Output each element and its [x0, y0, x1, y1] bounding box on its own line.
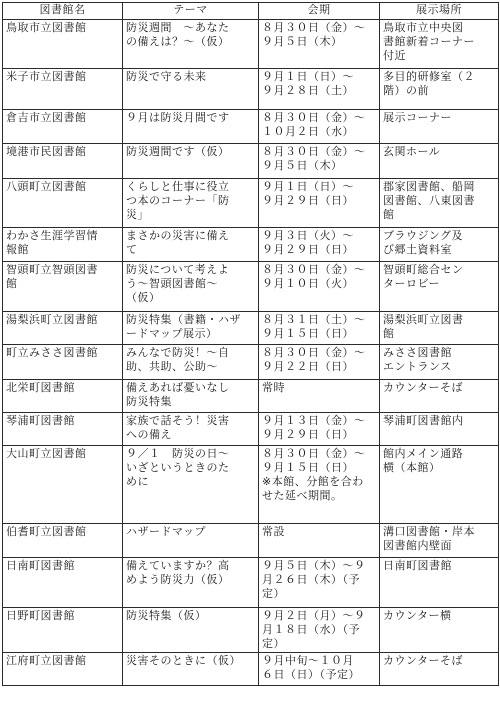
cell-text-line: 八頭町立図書館: [6, 180, 87, 193]
table-row: [3, 20, 499, 69]
cell-period: [259, 446, 380, 524]
cell-text-line: エントランス: [383, 360, 452, 373]
cell-period: [259, 69, 380, 110]
cell-place: [380, 312, 499, 345]
cell-text-line: 琴浦町図書館内: [383, 414, 464, 427]
cell-text-line: 定）: [262, 637, 285, 650]
cell-text-line: 鳥取市立中央図: [383, 21, 464, 34]
cell-text-line: ９月５日（木）: [262, 159, 343, 172]
cell-text-line: ードマップ展示）: [126, 327, 218, 340]
cell-text-line: う～智頭図書館～: [126, 277, 218, 290]
cell-library: [3, 262, 123, 312]
cell-text-line: 館内メイン通路: [383, 447, 464, 460]
cell-period: [259, 558, 380, 608]
cell-period: [259, 110, 380, 144]
cell-place: [380, 413, 499, 446]
cell-text-line: ９月１日（日）～: [262, 70, 354, 83]
cell-text-line: 防災について考えよ: [126, 263, 230, 276]
cell-text-line: ９月３日（火）～: [262, 229, 354, 242]
cell-text-line: 横（本館）: [383, 461, 441, 474]
cell-text-line: 湯梨浜町立図書: [383, 313, 464, 326]
table-row: [3, 558, 499, 608]
cell-text-line: ９月１５日（日）: [262, 327, 354, 340]
table-row: [3, 144, 499, 179]
table-row: [3, 446, 499, 524]
cell-text-line: 防災特集（書籍・ハザ: [126, 313, 241, 326]
cell-text-line: ９月５日（木）: [262, 35, 343, 48]
cell-text-line: 防災特集: [126, 395, 172, 408]
cell-library: [3, 653, 123, 686]
cell-theme: [123, 524, 259, 558]
cell-text-line: 防災で守る未来: [126, 70, 207, 83]
table-row: [3, 110, 499, 144]
cell-text-line: くらしと仕事に役立: [126, 180, 230, 193]
header-period: 会期: [259, 3, 380, 20]
cell-library: [3, 20, 123, 69]
cell-theme: [123, 228, 259, 262]
cell-text-line: 館: [383, 208, 395, 221]
cell-text-line: ９月２日（月）～９: [262, 609, 366, 622]
cell-text-line: 月２６日（木）（予: [262, 573, 360, 586]
cell-text-line: 米子市立図書館: [6, 70, 87, 83]
cell-theme: [123, 345, 259, 380]
cell-theme: [123, 446, 259, 524]
cell-theme: [123, 558, 259, 608]
cell-text-line: 定）: [262, 587, 285, 600]
cell-text-line: 書館新着コーナー: [383, 35, 475, 48]
cell-text-line: つ本のコーナー「防: [126, 194, 230, 207]
cell-text-line: まさかの災害に備え: [126, 229, 230, 242]
cell-text-line: 多目的研修室（２: [383, 70, 475, 83]
cell-text-line: 江府町立図書館: [6, 654, 87, 667]
cell-text-line: 境港市民図書館: [6, 145, 87, 158]
cell-text-line: みんなで防災！～自: [126, 346, 230, 359]
cell-text-line: 階）の前: [383, 84, 429, 97]
cell-text-line: 智頭町総合セン: [383, 263, 464, 276]
cell-text-line: せた延べ期間。: [262, 489, 343, 502]
cell-text-line: ハザードマップ: [126, 525, 207, 538]
table-row: [3, 608, 499, 653]
cell-period: [259, 20, 380, 69]
cell-library: [3, 380, 123, 413]
table-row: [3, 228, 499, 262]
cell-text-line: ※本館、分館を合わ: [262, 475, 364, 488]
cell-place: [380, 608, 499, 653]
cell-place: [380, 380, 499, 413]
cell-text-line: ８月３１日（土）～: [262, 313, 366, 326]
cell-text-line: 備えていますか？高: [126, 559, 230, 572]
cell-text-line: 常時: [262, 381, 285, 394]
cell-text-line: 防災週間です（仮）: [126, 145, 230, 158]
cell-text-line: ９月中旬～１０月: [262, 654, 354, 667]
cell-text-line: 鳥取市立図書館: [6, 21, 87, 34]
cell-text-line: みささ図書館: [383, 346, 452, 359]
cell-text-line: ８月３０日（金）～: [262, 447, 366, 460]
cell-text-line: ９月１３日（金）～: [262, 414, 366, 427]
cell-theme: [123, 144, 259, 179]
cell-library: [3, 345, 123, 380]
cell-text-line: 大山町立図書館: [6, 447, 87, 460]
cell-period: [259, 608, 380, 653]
cell-text-line: カウンターそば: [383, 381, 464, 394]
cell-text-line: ９月は防災月間です: [126, 111, 230, 124]
cell-place: [380, 446, 499, 524]
cell-period: [259, 345, 380, 380]
cell-period: [259, 524, 380, 558]
cell-text-line: めよう防災力（仮）: [126, 573, 230, 586]
cell-library: [3, 446, 123, 524]
cell-text-line: ８月３０日（金）～: [262, 21, 366, 34]
cell-text-line: ９月２９日（日）: [262, 428, 354, 441]
cell-text-line: ９月２９日（日）: [262, 243, 354, 256]
library-exhibit-table: [2, 2, 499, 686]
cell-text-line: 郡家図書館、船岡: [383, 180, 475, 193]
cell-library: [3, 110, 123, 144]
cell-text-line: 備えあれば憂いなし: [126, 381, 230, 394]
cell-library: [3, 558, 123, 608]
cell-library: [3, 524, 123, 558]
cell-text-line: ９月２８日（土）: [262, 84, 354, 97]
cell-text-line: ９月５日（木）～９: [262, 559, 366, 572]
cell-theme: [123, 380, 259, 413]
cell-text-line: カウンターそば: [383, 654, 464, 667]
cell-text-line: 溝口図書館・岸本: [383, 525, 475, 538]
cell-text-line: ６日（日）（予定）: [262, 668, 360, 681]
cell-text-line: １０月２日（水）: [262, 125, 354, 138]
cell-text-line: 館: [6, 277, 18, 290]
cell-text-line: 町立みささ図書館: [6, 346, 98, 359]
table-row: [3, 312, 499, 345]
cell-library: [3, 413, 123, 446]
cell-text-line: 倉吉市立図書館: [6, 111, 87, 124]
table-row: [3, 69, 499, 110]
cell-place: [380, 524, 499, 558]
cell-text-line: ９／１ 防災の日～: [126, 447, 230, 460]
cell-theme: [123, 262, 259, 312]
cell-library: [3, 144, 123, 179]
cell-text-line: ９月１０日（火）: [262, 277, 354, 290]
cell-library: [3, 312, 123, 345]
cell-place: [380, 558, 499, 608]
cell-text-line: ８月３０日（金）～: [262, 111, 366, 124]
table-header-row: [3, 3, 499, 20]
cell-text-line: 付近: [383, 49, 406, 62]
cell-library: [3, 608, 123, 653]
cell-text-line: 展示コーナー: [383, 111, 452, 124]
cell-text-line: めに: [126, 475, 149, 488]
cell-theme: [123, 69, 259, 110]
cell-text-line: 智頭町立智頭図書: [6, 263, 98, 276]
header-library: 図書館名: [3, 3, 123, 20]
cell-text-line: 琴浦町図書館: [6, 414, 75, 427]
cell-period: [259, 413, 380, 446]
cell-text-line: 災」: [126, 208, 149, 221]
cell-text-line: への備え: [126, 428, 172, 441]
cell-theme: [123, 312, 259, 345]
cell-period: [259, 380, 380, 413]
cell-place: [380, 20, 499, 69]
cell-text-line: び郷土資料室: [383, 243, 452, 256]
cell-place: [380, 110, 499, 144]
cell-text-line: ９月２２日（日）: [262, 360, 354, 373]
cell-place: [380, 262, 499, 312]
cell-period: [259, 144, 380, 179]
cell-text-line: ８月３０日（金）～: [262, 145, 366, 158]
cell-text-line: ブラウジング及: [383, 229, 464, 242]
table-row: [3, 524, 499, 558]
cell-text-line: 家族で話そう！災害: [126, 414, 230, 427]
cell-text-line: 図書館内壁面: [383, 539, 452, 552]
cell-place: [380, 228, 499, 262]
cell-theme: [123, 179, 259, 228]
cell-text-line: 防災特集（仮）: [126, 609, 207, 622]
cell-text-line: 月１８日（水）（予: [262, 623, 360, 636]
cell-text-line: ９月１日（日）～: [262, 180, 354, 193]
cell-text-line: いざというときのた: [126, 461, 230, 474]
cell-place: [380, 345, 499, 380]
cell-place: [380, 179, 499, 228]
cell-text-line: の備えは？～（仮）: [126, 35, 230, 48]
cell-text-line: 助、共助、公助～: [126, 360, 218, 373]
table-body: [3, 20, 499, 686]
table-row: [3, 413, 499, 446]
cell-text-line: 伯耆町立図書館: [6, 525, 87, 538]
cell-text-line: 北栄町図書館: [6, 381, 75, 394]
table-row: [3, 653, 499, 686]
cell-text-line: 日南町図書館: [383, 559, 452, 572]
cell-period: [259, 653, 380, 686]
cell-text-line: 防災週間 ～あなた: [126, 21, 230, 34]
cell-text-line: 玄関ホール: [383, 145, 441, 158]
table-row: [3, 380, 499, 413]
cell-period: [259, 312, 380, 345]
cell-text-line: （仮）: [126, 291, 161, 304]
cell-text-line: 報館: [6, 243, 29, 256]
cell-period: [259, 262, 380, 312]
cell-text-line: ８月３０日（金）～: [262, 263, 366, 276]
cell-text-line: 湯梨浜町立図書館: [6, 313, 98, 326]
cell-text-line: 図書館、八東図書: [383, 194, 475, 207]
cell-theme: [123, 20, 259, 69]
cell-text-line: ９月１５日（日）: [262, 461, 354, 474]
cell-text-line: 常設: [262, 525, 285, 538]
cell-theme: [123, 110, 259, 144]
header-place: 展示場所: [380, 3, 499, 20]
cell-theme: [123, 653, 259, 686]
cell-period: [259, 179, 380, 228]
cell-text-line: 災害そのときに（仮）: [126, 654, 241, 667]
cell-library: [3, 69, 123, 110]
cell-text-line: ターロビー: [383, 277, 441, 290]
cell-text-line: カウンター横: [383, 609, 452, 622]
cell-library: [3, 228, 123, 262]
cell-text-line: 館: [383, 327, 395, 340]
cell-place: [380, 144, 499, 179]
table-row: [3, 262, 499, 312]
cell-theme: [123, 413, 259, 446]
cell-text-line: ８月３０日（金）～: [262, 346, 366, 359]
cell-text-line: ９月２９日（日）: [262, 194, 354, 207]
cell-text-line: 日南町図書館: [6, 559, 75, 572]
cell-text-line: 日野町図書館: [6, 609, 75, 622]
cell-text-line: て: [126, 243, 138, 256]
cell-place: [380, 69, 499, 110]
cell-theme: [123, 608, 259, 653]
table-row: [3, 179, 499, 228]
table-row: [3, 345, 499, 380]
cell-place: [380, 653, 499, 686]
cell-period: [259, 228, 380, 262]
header-theme: テーマ: [123, 3, 259, 20]
cell-library: [3, 179, 123, 228]
cell-text-line: わかさ生涯学習情: [6, 229, 98, 242]
